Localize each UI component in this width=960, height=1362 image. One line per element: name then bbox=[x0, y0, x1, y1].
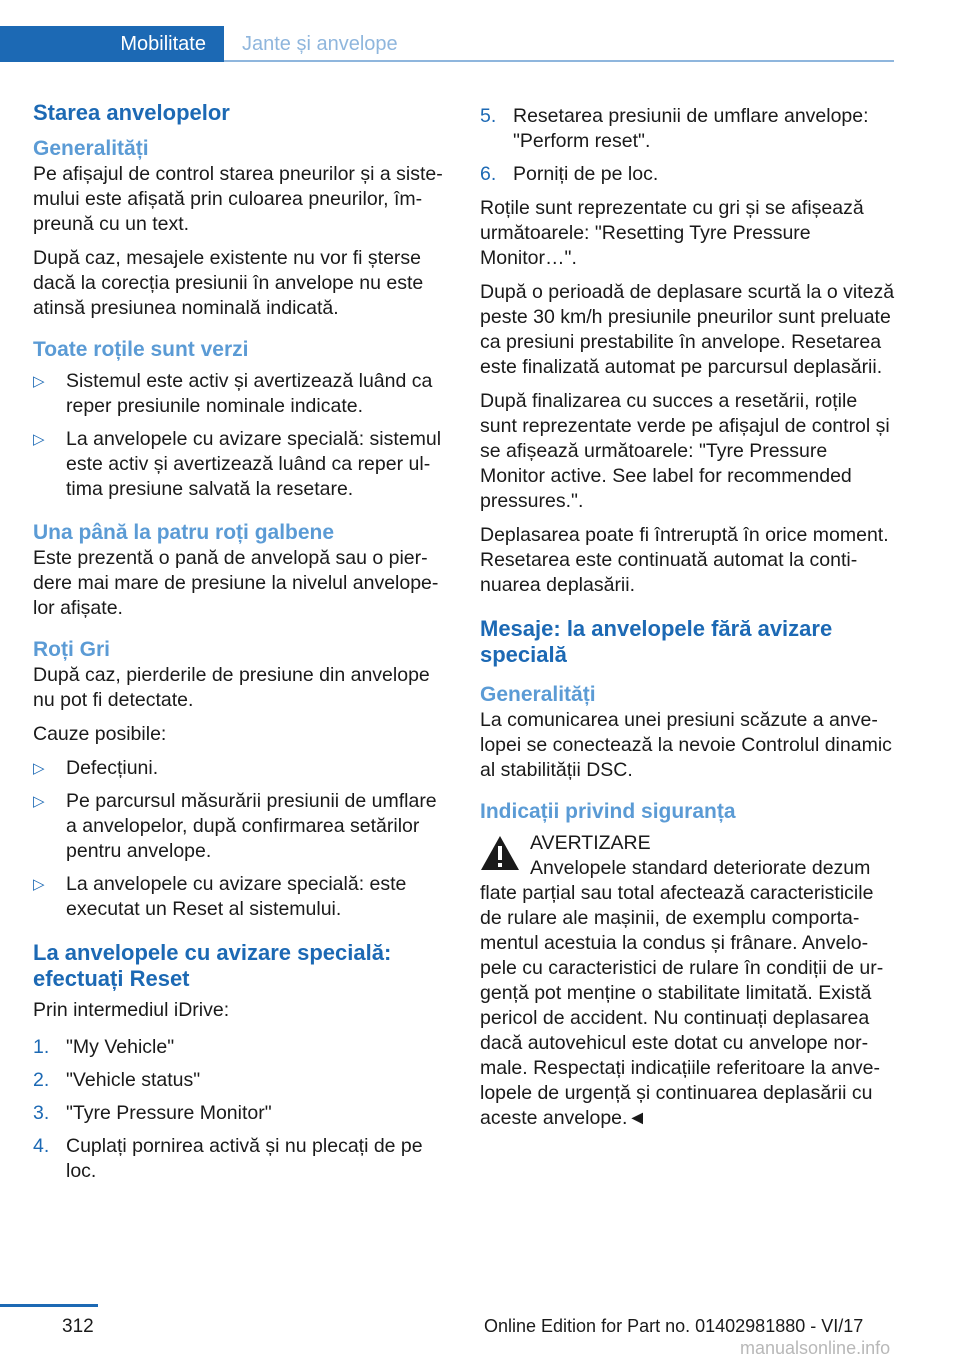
page-number: 312 bbox=[62, 1316, 94, 1337]
paragraph: După finalizarea cu succes a resetării, roțile sunt reprezentate verde pe afișajul de control și se afișează următoarele: "Tyre Pressure Monitor active. See label for recommended pressures.". bbox=[480, 390, 890, 512]
warning-title: AVERTIZARE bbox=[530, 832, 651, 854]
paragraph: Roțile sunt reprezentate cu gri și se afișează următoarele: "Resetting Tyre Pressure Monitor…". bbox=[480, 197, 864, 269]
bullet-list-causes bbox=[33, 756, 451, 922]
paragraph: Este prezentă o pană de anvelopă sau o pierdere mai mare de presiune la nivelul anvelopelor afișate. bbox=[33, 547, 439, 619]
list-item: ▷ La anvelopele cu avizare specială: sistemul este activ și avertizează luând ca reper ultima presiune salvată la resetare. bbox=[33, 428, 442, 500]
subheading-all-green: Toate roțile sunt verzi bbox=[33, 338, 249, 361]
paragraph: Prin intermediul iDrive: bbox=[33, 999, 230, 1021]
edition-note: Online Edition for Part no. 01402981880 - VI/17 bbox=[484, 1316, 864, 1336]
triangle-bullet-icon: ▷ bbox=[33, 373, 45, 390]
list-item: ▷ Defecțiuni. bbox=[33, 757, 159, 779]
watermark: manualsonline.info bbox=[740, 1338, 891, 1358]
header-rule bbox=[224, 60, 894, 62]
steps-list-continued bbox=[480, 104, 896, 187]
subheading-yellow-wheels: Una până la patru roți galbene bbox=[33, 521, 335, 544]
list-item: 5. Resetarea presiunii de umflare anvelope: "Perform reset". bbox=[480, 105, 869, 152]
paragraph: După caz, pierderile de presiune din anvelope nu pot fi detectate. bbox=[33, 664, 430, 711]
paragraph: Cauze posibile: bbox=[33, 723, 167, 745]
steps-list bbox=[33, 1035, 451, 1184]
section-title: Jante și anvelope bbox=[242, 33, 398, 55]
triangle-bullet-icon: ▷ bbox=[33, 760, 45, 777]
paragraph: După caz, mesajele existente nu vor fi șterse dacă la corecția presiunii în anvelope nu este atinsă presiunea nominală indicată. bbox=[33, 247, 424, 319]
list-item: ▷ La anvelopele cu avizare specială: este executat un Reset al sistemului. bbox=[33, 873, 407, 920]
list-item: 4. Cuplați pornirea activă și nu plecați de pe loc. bbox=[33, 1135, 423, 1182]
triangle-bullet-icon: ▷ bbox=[33, 876, 45, 893]
list-item: 1. "My Vehicle" bbox=[33, 1036, 175, 1058]
list-item: ▷ Sistemul este activ și avertizează luând ca reper presiunile nominale indicate. bbox=[33, 370, 433, 417]
paragraph: După o perioadă de deplasare scurtă la o viteză peste 30 km/h presiunile pneurilor sunt preluate ca presiuni prestabilite în anvelope. Resetarea este finalizată automat pe parcursul deplasării. bbox=[480, 281, 895, 378]
list-item: 3. "Tyre Pressure Monitor" bbox=[33, 1102, 272, 1124]
chapter-tab: Mobilitate bbox=[0, 26, 224, 62]
triangle-bullet-icon: ▷ bbox=[33, 431, 45, 448]
left-column bbox=[33, 100, 451, 1193]
warning-box bbox=[480, 831, 896, 1131]
list-item: 6. Porniți de pe loc. bbox=[480, 163, 659, 185]
paragraph: Deplasarea poate fi întreruptă în orice moment. Resetarea este continuată automat la continuarea deplasării. bbox=[480, 524, 889, 596]
list-item: ▷ Pe parcursul măsurării presiunii de umflare a anvelopelor, după confirmarea setărilor pentru anvelope. bbox=[33, 790, 437, 862]
paragraph: La comunicarea unei presiuni scăzute a anvelopei se conectează la nevoie Controlul dinamic al stabilității DSC. bbox=[480, 709, 892, 781]
list-item: 2. "Vehicle status" bbox=[33, 1069, 201, 1091]
warning-text: Anvelopele standard deteriorate dezum flate parțial sau total afectează caracteristicile de rulare ale mașinii, de exemplu comportamentul acestuia la condus și frânare. Anvelopele cu caracteristici de rulare în condiții de urgență pot menține o stabilitate limitată. Există pericol de accident. Nu continuați deplasarea dacă autovehicul este dotat cu anvelope normale. Respectați indicațiile referitoare la anvelopele de urgență și continuarea deplasării cu aceste anvelope.◄ bbox=[480, 857, 884, 1129]
subheading-safety: Indicații privind siguranța bbox=[480, 800, 736, 823]
warning-triangle-icon bbox=[480, 835, 520, 871]
subheading-general: Generalități bbox=[33, 137, 149, 160]
heading-messages: Mesaje: la anvelopele fără avizare specială bbox=[480, 616, 833, 667]
triangle-bullet-icon: ▷ bbox=[33, 793, 45, 810]
heading-tire-status: Starea anvelopelor bbox=[33, 100, 230, 125]
footer-rule bbox=[0, 1304, 98, 1307]
paragraph: Pe afișajul de control starea pneurilor și a sistemului este afișată prin culoarea pneurilor, împreună cu un text. bbox=[33, 163, 443, 235]
right-column bbox=[480, 104, 896, 1131]
subheading-gray-wheels: Roți Gri bbox=[33, 638, 110, 661]
heading-reset: La anvelopele cu avizare specială: efectuați Reset bbox=[33, 940, 392, 991]
subheading-general: Generalități bbox=[480, 683, 596, 706]
bullet-list-green bbox=[33, 369, 451, 502]
